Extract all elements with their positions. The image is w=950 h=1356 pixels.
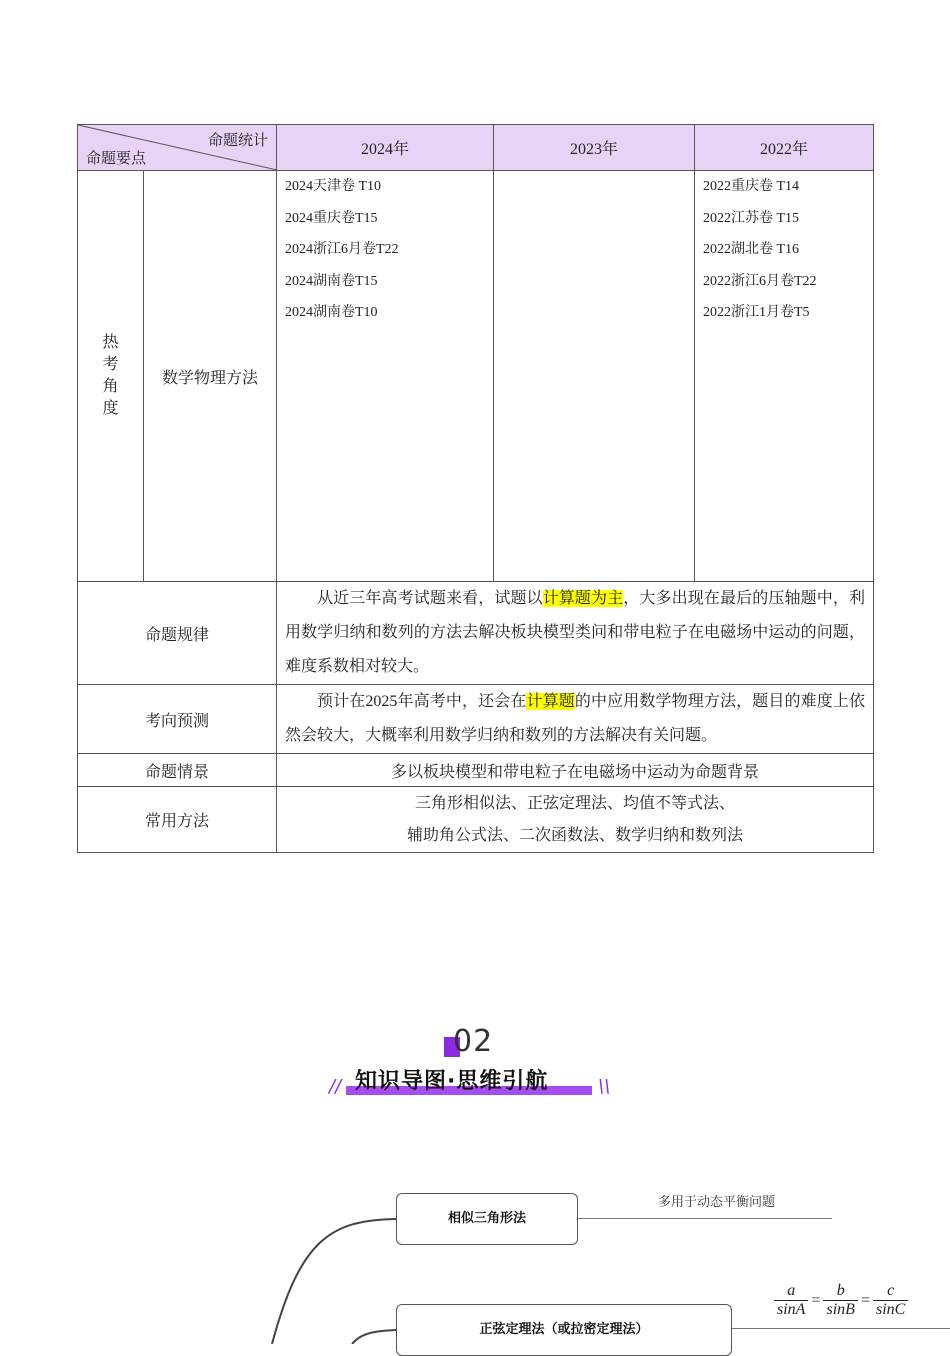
numerator: a [787, 1282, 796, 1299]
forecast-highlight: 计算题 [526, 693, 575, 710]
equals-sign: = [860, 1291, 870, 1309]
branch-connector [272, 1219, 396, 1344]
list-item: 2022重庆卷 T14 [703, 179, 800, 194]
scene-text: 多以板块模型和带电粒子在电磁场中运动为命题背景 [277, 754, 874, 787]
year-header-2023: 2023年 [494, 125, 695, 171]
list-item: 2024重庆卷T15 [285, 210, 378, 226]
list-item: 2024天津卷 T10 [285, 179, 382, 194]
corner-bottom-label: 命题要点 [86, 151, 147, 167]
hot-label-char: 考 [102, 356, 119, 373]
hot-label-char: 度 [102, 400, 119, 417]
fraction-c [873, 1282, 908, 1319]
mindmap-node-similar-triangles: 相似三角形法 [396, 1193, 578, 1245]
method-line: 辅助角公式法、二次函数法、数学归纳和数列法 [406, 826, 743, 844]
list-item: 2022浙江1月卷T5 [703, 305, 810, 320]
list-item: 2024湖南卷T10 [285, 305, 378, 320]
corner-top-label: 命题统计 [207, 133, 268, 149]
mindmap-note-dynamic-balance: 多用于动态平衡问题 [658, 1195, 776, 1210]
fraction-b [823, 1282, 857, 1319]
denominator: sinA [774, 1300, 808, 1319]
numerator: b [836, 1282, 845, 1299]
forecast-text-pre: 预计在2025年高考中，还会在 [317, 693, 527, 710]
forecast-label: 考向预测 [78, 685, 277, 754]
method-label: 常用方法 [78, 787, 277, 853]
list-item: 2024湖南卷T15 [285, 273, 378, 289]
section-number: 02 [453, 1024, 494, 1059]
rule-label: 命题规律 [78, 582, 277, 685]
sine-law-formula [772, 1282, 910, 1319]
branch-line [578, 1218, 832, 1219]
topic-cell: 数学物理方法 [144, 171, 277, 582]
denominator: sinB [823, 1300, 857, 1319]
branch-line [732, 1328, 950, 1329]
hot-label-char: 角 [102, 378, 119, 395]
fraction-a [774, 1282, 808, 1319]
rule-text-pre: 从近三年高考试题来看，试题以 [317, 590, 543, 607]
list-item: 2022江苏卷 T15 [703, 210, 800, 226]
rule-highlight: 计算题为主 [542, 590, 624, 607]
list-item: 2022湖北卷 T16 [703, 242, 800, 257]
forecast-text-post: 的中应用数学物理方法，题目的难度上依然会较大，大概率利用数学归纳和数列的方法解决有关问题。 [285, 693, 865, 744]
decor-slash-left: // [329, 1076, 342, 1097]
section-title: 知识导图·思维引航 [355, 1069, 549, 1094]
method-line: 三角形相似法、正弦定理法、均值不等式法、 [414, 794, 735, 812]
year-header-2024: 2024年 [277, 125, 494, 171]
list-item: 2024浙江6月卷T22 [285, 242, 399, 257]
mindmap-node-sine-law: 正弦定理法（或拉密定理法） [396, 1304, 732, 1356]
hot-label-char: 热 [102, 334, 119, 351]
rule-text-post: ，大多出现在最后的压轴题中，利用数学归纳和数列的方法去解决板块模型类问和带电粒子在电磁场中运动的问题，难度系数相对较大。 [285, 590, 865, 675]
year-header-2022: 2022年 [695, 125, 874, 171]
equals-sign: = [811, 1291, 821, 1309]
list-item: 2022浙江6月卷T22 [703, 273, 817, 289]
branch-connector [352, 1330, 396, 1344]
decor-slash-right: \\ [598, 1076, 611, 1097]
denominator: sinC [873, 1300, 908, 1319]
scene-label: 命题情景 [78, 754, 277, 787]
numerator: c [887, 1282, 895, 1299]
